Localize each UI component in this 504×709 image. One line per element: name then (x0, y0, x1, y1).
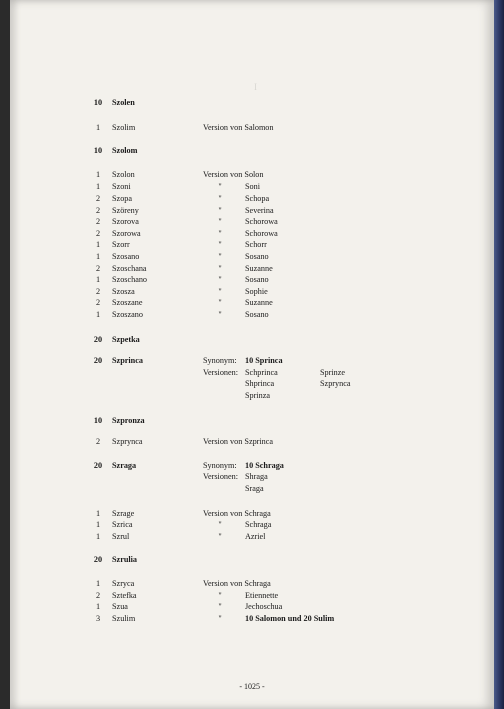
entry-name: Szolim (112, 123, 136, 132)
ditto-mark: " (218, 520, 222, 529)
entry-name: Szorowa (112, 229, 141, 238)
entry-reference: Schprinca (245, 368, 278, 377)
ditto-mark: " (218, 252, 222, 261)
ditto-mark: " (218, 264, 222, 273)
entry-frequency: 2 (95, 264, 101, 273)
entry-frequency: 2 (95, 217, 101, 226)
entry-frequency: 3 (95, 614, 101, 623)
entry-name: Szprinca (112, 356, 143, 365)
ditto-mark: " (218, 240, 222, 249)
entry-name: Szosza (112, 287, 135, 296)
entry-reference: Soni (245, 182, 261, 191)
entry-name: Szrica (112, 520, 133, 529)
entry-name: Szpetka (112, 335, 140, 344)
entry-description: Version von Szprinca (203, 437, 274, 446)
entry-reference: 10 Schraga (245, 461, 284, 470)
entry-frequency: 1 (95, 252, 101, 261)
entry-name: Szua (112, 602, 128, 611)
entry-frequency: 2 (95, 591, 101, 600)
entry-frequency: 2 (95, 287, 101, 296)
entry-frequency: 20 (93, 335, 103, 344)
entry-name: Szoschano (112, 275, 148, 284)
book-binding (494, 0, 504, 709)
entry-reference: Sraga (245, 484, 264, 493)
entry-name: Szoschana (112, 264, 147, 273)
entry-reference: Schorr (245, 240, 267, 249)
entry-reference: Schorowa (245, 217, 278, 226)
entry-description: Synonym: (203, 356, 237, 365)
entry-name: Szöreny (112, 206, 139, 215)
entry-frequency: 10 (93, 416, 103, 425)
entry-name: Szoszano (112, 310, 143, 319)
entry-description: Version von Salomon (203, 123, 274, 132)
entry-description: Versionen: (203, 368, 239, 377)
entry-reference: Severina (245, 206, 274, 215)
entry-reference: Shraga (245, 472, 268, 481)
entry-frequency: 1 (95, 520, 101, 529)
entry-reference: Etiennette (245, 591, 279, 600)
entry-name: Sztefka (112, 591, 137, 600)
entry-frequency: 10 (93, 146, 103, 155)
entry-name: Szolon (112, 170, 135, 179)
entry-description: Version von Solon (203, 170, 264, 179)
entry-reference: Schorowa (245, 229, 278, 238)
entry-frequency: 10 (93, 98, 103, 107)
entry-reference: Schopa (245, 194, 270, 203)
entry-reference-secondary: Szprynca (320, 379, 351, 388)
entry-frequency: 1 (95, 310, 101, 319)
entry-reference: Azriel (245, 532, 266, 541)
entry-reference: Sophie (245, 287, 268, 296)
entry-name: Szolom (112, 146, 138, 155)
entry-name: Szolen (112, 98, 135, 107)
entry-frequency: 20 (93, 461, 103, 470)
entry-reference: Schraga (245, 520, 272, 529)
ditto-mark: " (218, 287, 222, 296)
ditto-mark: " (218, 182, 222, 191)
entry-frequency: 20 (93, 356, 103, 365)
ditto-mark: " (218, 591, 222, 600)
ditto-mark: " (218, 206, 222, 215)
entry-name: Szorr (112, 240, 130, 249)
bleed-through-mark: I (254, 82, 257, 92)
ditto-mark: " (218, 298, 222, 307)
ditto-mark: " (218, 275, 222, 284)
entry-name: Szprynca (112, 437, 143, 446)
ditto-mark: " (218, 614, 222, 623)
entry-reference: Sosano (245, 310, 269, 319)
entry-frequency: 1 (95, 509, 101, 518)
entry-description: Versionen: (203, 472, 239, 481)
entry-reference: Suzanne (245, 298, 273, 307)
entry-reference: Shprinca (245, 379, 275, 388)
entry-name: Szulim (112, 614, 136, 623)
entry-frequency: 2 (95, 194, 101, 203)
entry-frequency: 2 (95, 298, 101, 307)
entry-frequency: 1 (95, 532, 101, 541)
entry-frequency: 2 (95, 437, 101, 446)
entry-name: Szoszane (112, 298, 143, 307)
ditto-mark: " (218, 602, 222, 611)
page-number: - 1025 - (239, 682, 265, 691)
entry-name: Szpronza (112, 416, 145, 425)
entry-frequency: 1 (95, 240, 101, 249)
entry-description: Version von Schraga (203, 579, 271, 588)
ditto-mark: " (218, 194, 222, 203)
entry-frequency: 1 (95, 170, 101, 179)
entry-name: Szoni (112, 182, 131, 191)
entry-frequency: 1 (95, 182, 101, 191)
ditto-mark: " (218, 229, 222, 238)
ditto-mark: " (218, 217, 222, 226)
entry-description: Synonym: (203, 461, 237, 470)
entry-reference: 10 Sprinca (245, 356, 283, 365)
entry-name: Szrage (112, 509, 135, 518)
document-page (10, 0, 494, 709)
entry-name: Szraga (112, 461, 137, 470)
entry-reference-secondary: Sprinze (320, 368, 346, 377)
entry-reference: Sprinza (245, 391, 271, 400)
entry-reference: Sosano (245, 252, 269, 261)
entry-name: Szrulia (112, 555, 138, 564)
entry-frequency: 2 (95, 206, 101, 215)
ditto-mark: " (218, 310, 222, 319)
entry-frequency: 1 (95, 579, 101, 588)
entry-frequency: 1 (95, 602, 101, 611)
entry-name: Szopa (112, 194, 133, 203)
entry-description: Version von Schraga (203, 509, 271, 518)
entry-frequency: 20 (93, 555, 103, 564)
entry-name: Szosano (112, 252, 140, 261)
entry-name: Szryca (112, 579, 135, 588)
entry-reference: Sosano (245, 275, 269, 284)
entry-reference: Suzanne (245, 264, 273, 273)
entry-name: Szorova (112, 217, 139, 226)
entry-reference: Jechoschua (245, 602, 283, 611)
entry-reference: 10 Salomon und 20 Sulim (245, 614, 335, 623)
entry-frequency: 2 (95, 229, 101, 238)
entry-name: Szrul (112, 532, 130, 541)
entry-frequency: 1 (95, 275, 101, 284)
entry-frequency: 1 (95, 123, 101, 132)
ditto-mark: " (218, 532, 222, 541)
